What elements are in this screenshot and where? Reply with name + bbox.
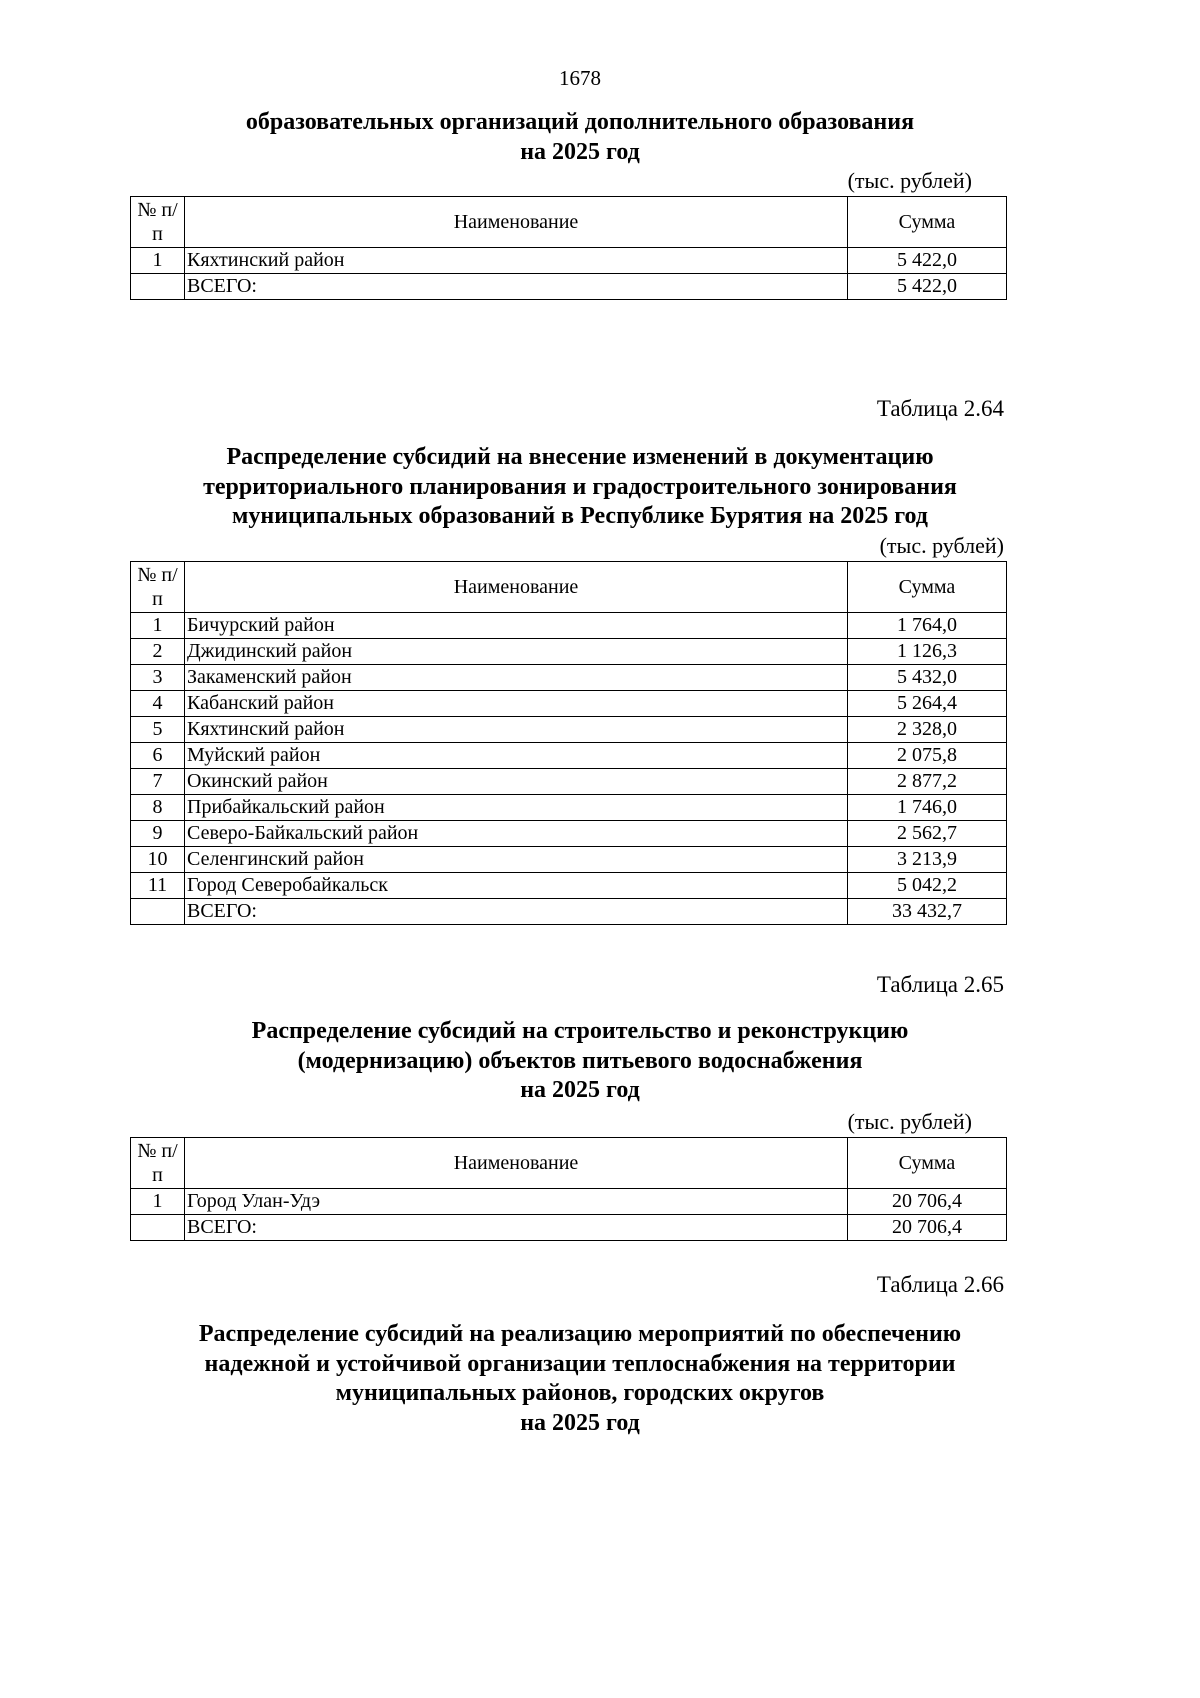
header-name: Наименование — [185, 197, 848, 248]
total-sum: 33 432,7 — [848, 899, 1007, 925]
table-row — [131, 769, 1007, 795]
table-row — [131, 847, 1007, 873]
header-sum: Сумма — [848, 1138, 1007, 1189]
row-sum: 2 075,8 — [848, 743, 1007, 769]
total-row — [131, 1215, 1007, 1241]
row-name: Северо-Байкальский район — [185, 821, 848, 847]
row-name: Селенгинский район — [185, 847, 848, 873]
table-row — [131, 743, 1007, 769]
header-name: Наименование — [185, 1138, 848, 1189]
row-sum: 1 764,0 — [848, 613, 1007, 639]
row-name: Кяхтинский район — [185, 248, 848, 274]
header-num: № п/п — [131, 1138, 185, 1189]
table-row — [131, 873, 1007, 899]
section-title — [140, 1017, 1020, 1106]
row-number: 3 — [131, 665, 185, 691]
unit-label: (тыс. рублей) — [847, 1109, 972, 1134]
row-sum: 3 213,9 — [848, 847, 1007, 873]
total-label: ВСЕГО: — [185, 274, 848, 300]
row-name: Муйский район — [185, 743, 848, 769]
row-number: 11 — [131, 873, 185, 899]
row-sum: 1 746,0 — [848, 795, 1007, 821]
row-name: Город Улан-Удэ — [185, 1189, 848, 1215]
row-sum: 20 706,4 — [848, 1189, 1007, 1215]
header-num: № п/п — [131, 197, 185, 248]
row-number: 1 — [131, 248, 185, 274]
title-line: территориального планирования и градостроительного зонирования — [203, 473, 957, 500]
page-number: 1678 — [559, 66, 601, 90]
table-row — [131, 821, 1007, 847]
unit-label: (тыс. рублей) — [879, 533, 1004, 558]
header-sum: Сумма — [848, 562, 1007, 613]
total-sum: 5 422,0 — [848, 274, 1007, 300]
header-num: № п/п — [131, 562, 185, 613]
empty-cell — [131, 274, 185, 300]
row-name: Бичурский район — [185, 613, 848, 639]
total-label: ВСЕГО: — [185, 1215, 848, 1241]
row-sum: 5 422,0 — [848, 248, 1007, 274]
row-name: Окинский район — [185, 769, 848, 795]
row-name: Кяхтинский район — [185, 717, 848, 743]
title-line: Распределение субсидий на внесение изменений в документацию — [226, 444, 934, 470]
table-header-row — [131, 197, 1007, 248]
row-number: 4 — [131, 691, 185, 717]
empty-cell — [131, 899, 185, 925]
total-row — [131, 274, 1007, 300]
table-label: Таблица 2.64 — [876, 396, 1004, 421]
title-line: на 2025 год — [520, 1077, 640, 1103]
title-line: Распределение субсидий на реализацию мероприятий по обеспечению — [198, 1321, 962, 1347]
row-name: Кабанский район — [185, 691, 848, 717]
row-name: Джидинский район — [185, 639, 848, 665]
table-label: Таблица 2.65 — [876, 972, 1004, 997]
row-number: 10 — [131, 847, 185, 873]
title-line: на 2025 год — [520, 1409, 640, 1436]
title-line: на 2025 год — [520, 138, 640, 165]
row-sum: 1 126,3 — [848, 639, 1007, 665]
header-name: Наименование — [185, 562, 848, 613]
table-header-row — [131, 562, 1007, 613]
row-sum: 2 562,7 — [848, 821, 1007, 847]
section-title — [140, 108, 1020, 167]
table-row — [131, 248, 1007, 274]
distribution-table — [130, 1137, 1007, 1241]
row-name: Прибайкальский район — [185, 795, 848, 821]
row-number: 8 — [131, 795, 185, 821]
row-sum: 5 264,4 — [848, 691, 1007, 717]
total-row — [131, 899, 1007, 925]
section-title — [140, 443, 1020, 532]
row-sum: 2 328,0 — [848, 717, 1007, 743]
row-number: 1 — [131, 1189, 185, 1215]
header-sum: Сумма — [848, 197, 1007, 248]
table-row — [131, 613, 1007, 639]
total-label: ВСЕГО: — [185, 899, 848, 925]
row-number: 6 — [131, 743, 185, 769]
row-number: 7 — [131, 769, 185, 795]
table-row — [131, 717, 1007, 743]
title-line: образовательных организаций дополнительного образования — [245, 109, 915, 135]
row-name: Город Северобайкальск — [185, 873, 848, 899]
section-title — [140, 1320, 1020, 1438]
title-line: надежной и устойчивой организации теплоснабжения на территории — [204, 1350, 956, 1377]
row-number: 2 — [131, 639, 185, 665]
title-line: муниципальных образований в Республике Бурятия на 2025 год — [232, 503, 928, 529]
distribution-table — [130, 196, 1007, 300]
row-number: 5 — [131, 717, 185, 743]
table-row — [131, 691, 1007, 717]
title-line: муниципальных районов, городских округов — [335, 1380, 825, 1406]
table-header-row — [131, 1138, 1007, 1189]
table-label: Таблица 2.66 — [876, 1272, 1004, 1297]
title-line: Распределение субсидий на строительство и реконструкцию — [251, 1018, 909, 1044]
distribution-table — [130, 561, 1007, 925]
total-sum: 20 706,4 — [848, 1215, 1007, 1241]
row-name: Закаменский район — [185, 665, 848, 691]
row-sum: 5 432,0 — [848, 665, 1007, 691]
table-row — [131, 1189, 1007, 1215]
table-row — [131, 639, 1007, 665]
title-line: (модернизацию) объектов питьевого водоснабжения — [297, 1047, 863, 1074]
row-sum: 2 877,2 — [848, 769, 1007, 795]
unit-label: (тыс. рублей) — [847, 168, 972, 193]
empty-cell — [131, 1215, 185, 1241]
table-row — [131, 795, 1007, 821]
row-sum: 5 042,2 — [848, 873, 1007, 899]
row-number: 9 — [131, 821, 185, 847]
table-row — [131, 665, 1007, 691]
row-number: 1 — [131, 613, 185, 639]
